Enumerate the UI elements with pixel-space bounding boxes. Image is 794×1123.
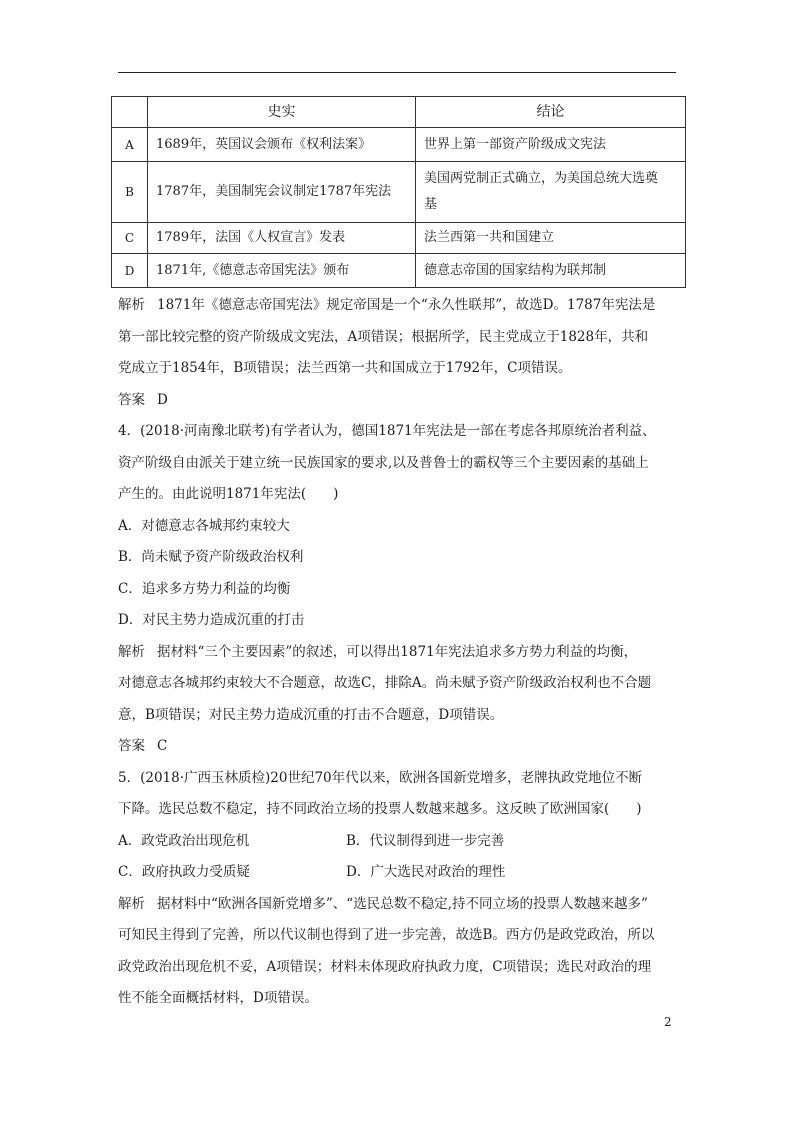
analysis-text: 据材料“三个主要因素”的叙述，可以得出1871年宪法追求多方势力利益的均衡， bbox=[157, 643, 638, 660]
option-c: C．政府执政力受质疑 bbox=[118, 864, 250, 880]
analysis-label: 解析 bbox=[118, 895, 145, 912]
document-body bbox=[118, 290, 678, 1015]
question-stem-line: 5．(2018·广西玉林质检)20世纪70年代以来，欧洲各国新党增多，老牌执政党地位不断 bbox=[118, 769, 643, 786]
option-a: A．政党政治出现危机 bbox=[118, 832, 250, 849]
option-row bbox=[118, 826, 678, 858]
answer-value: D bbox=[157, 391, 168, 408]
analysis-line: 政党政治出现危机不妥，A项错误；材料未体现政府执政力度，C项错误；选民对政治的理 bbox=[118, 958, 652, 975]
answer-line bbox=[118, 385, 678, 417]
analysis-label: 解析 bbox=[118, 297, 145, 313]
table-row bbox=[112, 223, 686, 254]
analysis-label: 解析 bbox=[118, 643, 145, 660]
row-conclusion-line: 美国两党制正式确立，为美国总统大选奠 bbox=[424, 171, 659, 186]
option-b: B．尚未赋予资产阶级政治权利 bbox=[118, 549, 304, 565]
row-conclusion: 法兰西第一共和国建立 bbox=[416, 223, 686, 254]
analysis-line: 第一部比较完整的资产阶级成文宪法，A项错误；根据所学，民主党成立于1828年，共和 bbox=[118, 328, 649, 345]
analysis-line: 意，B项错误；对民主势力造成沉重的打击不合题意，D项错误。 bbox=[118, 706, 504, 723]
analysis-line: 性不能全面概括材料，D项错误。 bbox=[118, 990, 318, 1006]
page-number: 2 bbox=[664, 1015, 672, 1029]
option-a: A．对德意志各城邦约束较大 bbox=[118, 517, 290, 534]
option-c: C．追求多方势力利益的均衡 bbox=[118, 580, 291, 597]
answer-label: 答案 bbox=[118, 738, 145, 754]
row-conclusion-line: 基 bbox=[424, 197, 438, 212]
table-header-row bbox=[112, 97, 686, 128]
row-key: A bbox=[112, 128, 148, 162]
analysis-line bbox=[118, 637, 678, 669]
row-key: C bbox=[112, 223, 148, 254]
answer-label: 答案 bbox=[118, 391, 145, 408]
table-row bbox=[112, 254, 686, 288]
question-stem-line: 4．(2018·河南豫北联考)有学者认为，德国1871年宪法是一部在考虑各邦原统治者利益、 bbox=[118, 423, 656, 439]
option-row bbox=[118, 857, 678, 889]
analysis-line: 可知民主得到了完善，所以代议制也得到了进一步完善，故选B。西方仍是政党政治，所以 bbox=[118, 927, 655, 943]
question-stem-line: 产生的。由此说明1871年宪法( ) bbox=[118, 486, 339, 502]
table-row bbox=[112, 128, 686, 162]
answer-line bbox=[118, 731, 678, 763]
analysis-line bbox=[118, 290, 678, 322]
option-d: D．广大选民对政治的理性 bbox=[346, 864, 506, 880]
analysis-line bbox=[118, 889, 678, 921]
analysis-line: 对德意志各城邦约束较大不合题意，故选C，排除A。尚未赋予资产阶级政治权利也不合题 bbox=[118, 675, 652, 691]
option-b: B．代议制得到进一步完善 bbox=[346, 832, 505, 849]
analysis-text: 1871年《德意志帝国宪法》规定帝国是一个“永久性联邦”，故选D。1787年宪法是 bbox=[157, 297, 656, 313]
row-key: B bbox=[112, 162, 148, 223]
row-key: D bbox=[112, 254, 148, 288]
row-fact: 1871年,《德意志帝国宪法》颁布 bbox=[148, 254, 416, 288]
option-d: D．对民主势力造成沉重的打击 bbox=[118, 612, 305, 628]
table-header-conclusion: 结论 bbox=[416, 97, 686, 128]
header-rule bbox=[118, 72, 676, 73]
table-row bbox=[112, 162, 686, 223]
table-header-key bbox=[112, 97, 148, 128]
analysis-text: 据材料中“欧洲各国新党增多”、“选民总数不稳定,持不同立场的投票人数越来越多” bbox=[157, 895, 648, 912]
analysis-line: 党成立于1854年，B项错误；法兰西第一共和国成立于1792年，C项错误。 bbox=[118, 360, 572, 376]
answer-value: C bbox=[157, 738, 168, 754]
row-conclusion: 世界上第一部资产阶级成文宪法 bbox=[416, 128, 686, 162]
row-fact: 1787年，美国制宪会议制定1787年宪法 bbox=[148, 162, 416, 223]
question-stem-line: 下降。选民总数不稳定，持不同政治立场的投票人数越来越多。这反映了欧洲国家( ) bbox=[118, 801, 642, 817]
question-stem-line: 资产阶级自由派关于建立统一民族国家的要求,以及普鲁士的霸权等三个主要因素的基础上 bbox=[118, 454, 649, 471]
row-fact: 1689年，英国议会颁布《权利法案》 bbox=[148, 128, 416, 162]
table-header-fact: 史实 bbox=[148, 97, 416, 128]
facts-table bbox=[111, 96, 686, 288]
row-conclusion bbox=[416, 162, 686, 223]
row-fact: 1789年，法国《人权宣言》发表 bbox=[148, 223, 416, 254]
row-conclusion: 德意志帝国的国家结构为联邦制 bbox=[416, 254, 686, 288]
